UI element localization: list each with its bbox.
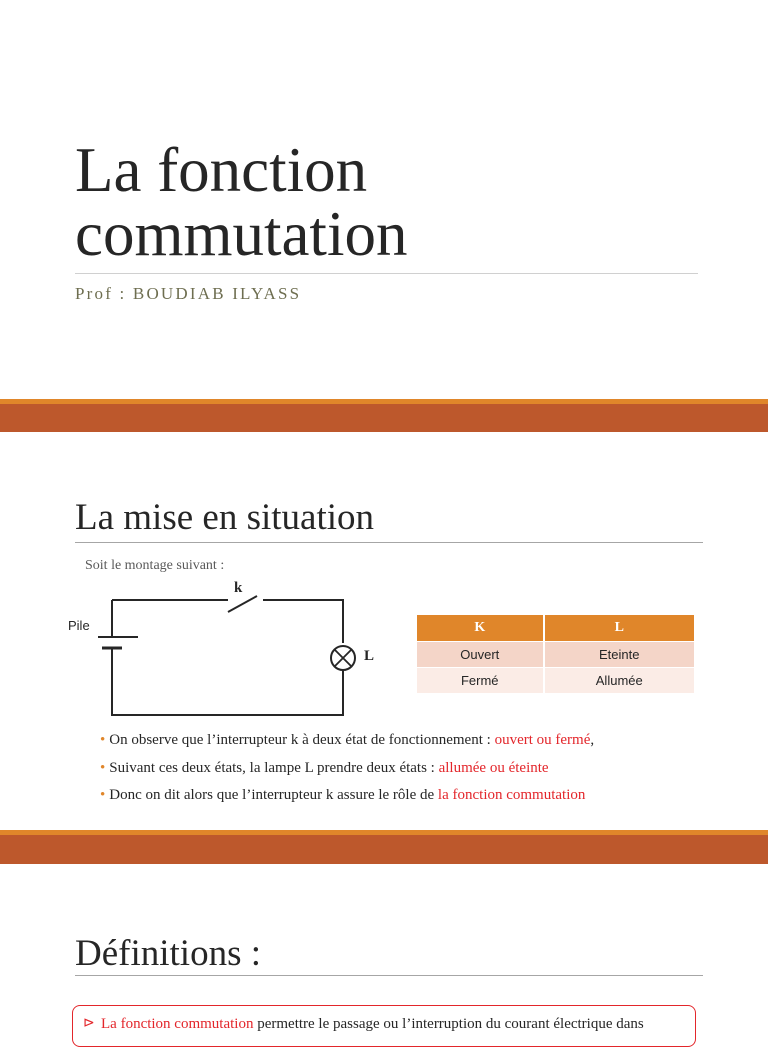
circuit-diagram <box>60 576 390 726</box>
heading-divider <box>75 542 703 543</box>
table-header-row <box>417 615 694 642</box>
slide1-subtitle: Prof : BOUDIAB ILYASS <box>75 284 302 303</box>
slide-separator <box>0 404 768 432</box>
table-header-l: L <box>544 615 694 642</box>
wire-top-right <box>263 600 343 643</box>
table-row <box>417 668 694 694</box>
switch-label: k <box>234 580 243 596</box>
bullet-icon: • <box>100 732 106 748</box>
bullet-highlight: allumée ou éteinte <box>438 759 549 776</box>
table-cell: Ouvert <box>417 642 544 668</box>
lamp-label: L <box>364 648 375 664</box>
bullet-list <box>100 730 720 813</box>
title-divider <box>75 273 698 274</box>
pile-label: Pile <box>68 618 90 633</box>
definition-text <box>101 1016 644 1033</box>
list-item <box>100 730 720 758</box>
bullet-text: Suivant ces deux états, la lampe L prendre deux états : <box>109 759 439 776</box>
list-item <box>100 758 720 786</box>
slide2-heading: La mise en situation <box>75 497 375 538</box>
truth-table <box>417 615 694 693</box>
table-row <box>417 642 694 668</box>
table-cell: Allumée <box>544 668 694 694</box>
bullet-highlight: la fonction commutation <box>437 787 586 803</box>
bullet-icon: • <box>100 759 106 776</box>
bullet-text: On observe que l’interrupteur k à deux état de fonctionnement : <box>109 732 495 748</box>
bullet-text: Donc on dit alors que l’interrupteur k assure le rôle de <box>109 787 438 803</box>
title-line-1: La fonction <box>75 135 368 205</box>
slide3-heading: Définitions : <box>75 933 262 974</box>
definition-highlight: La fonction commutation <box>101 1016 254 1032</box>
table-header-k: K <box>417 615 544 642</box>
list-item <box>100 785 720 813</box>
heading-divider <box>75 975 703 976</box>
title-line-2: commutation <box>75 199 408 269</box>
slide1-title <box>75 135 715 269</box>
table-cell: Fermé <box>417 668 544 694</box>
definition-callout <box>72 1005 696 1047</box>
wire-bottom <box>112 649 343 715</box>
bullet-highlight: ouvert ou fermé <box>494 732 591 748</box>
definition-body: permettre le passage ou l’interruption du courant électrique dans <box>253 1016 644 1032</box>
bullet-icon: • <box>100 787 106 803</box>
slide-separator <box>0 835 768 864</box>
arrow-right-icon: ⊳ <box>83 1016 95 1031</box>
bullet-tail: , <box>590 732 595 748</box>
table-cell: Eteinte <box>544 642 694 668</box>
switch-blade <box>228 596 257 612</box>
intro-text: Soit le montage suivant : <box>85 558 225 573</box>
